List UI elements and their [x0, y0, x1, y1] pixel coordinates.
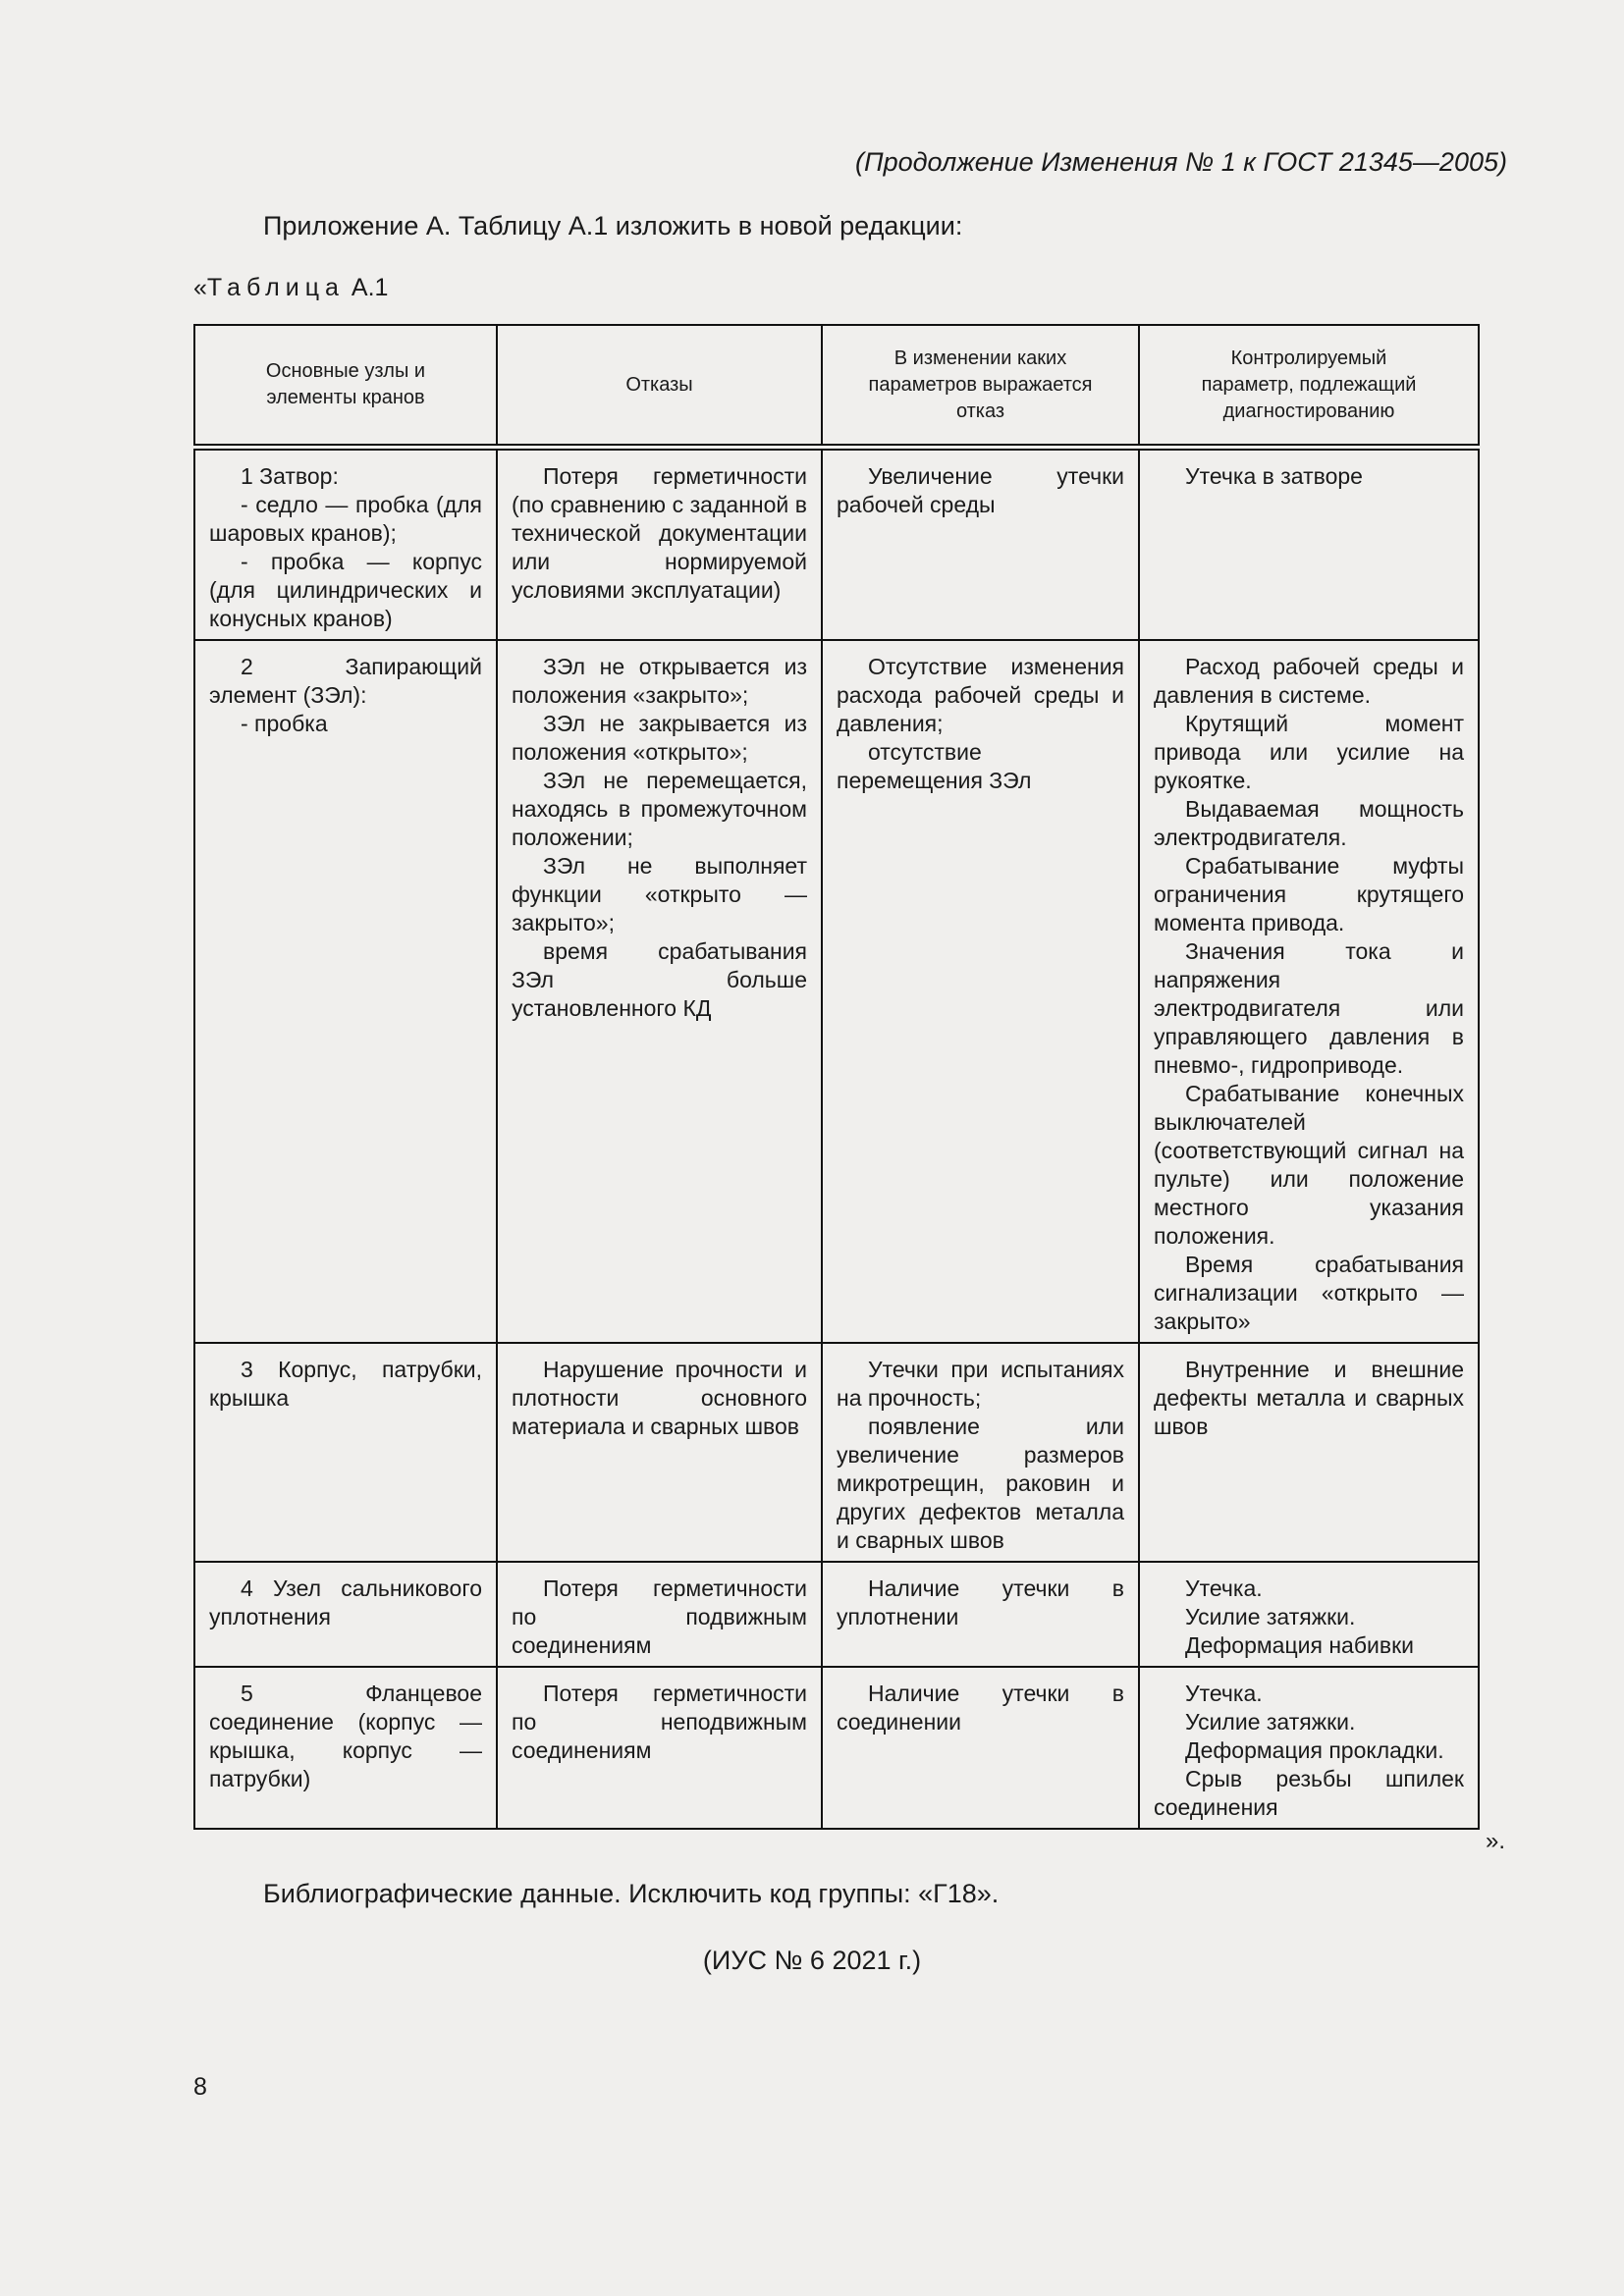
cell-paragraph: 4 Узел сальникового уплотнения — [209, 1575, 482, 1629]
cell-monitored — [1139, 448, 1479, 641]
cell-paragraph: 3 Корпус, патрубки, крышка — [209, 1357, 482, 1411]
cell-paragraph: Деформация прокладки. — [1185, 1737, 1444, 1763]
caption-number: А.1 — [351, 274, 389, 301]
header-cell-unit — [194, 325, 497, 448]
cell-unit — [194, 1562, 497, 1667]
cell-paragraph: Наличие утечки в соединении — [837, 1681, 1124, 1735]
cell-paragraph: Внутренние и внешние дефекты металла и сварных швов — [1154, 1357, 1464, 1439]
cell-paragraph: - пробка — корпус (для цилиндрических и конусных кранов) — [209, 549, 482, 631]
cell-parameters — [822, 1562, 1139, 1667]
cell-paragraph: Утечки при испытаниях на прочность; — [837, 1357, 1124, 1411]
table-row — [194, 1343, 1479, 1562]
header-cell-parameters — [822, 325, 1139, 448]
cell-paragraph: Утечка. — [1185, 1681, 1263, 1706]
cell-monitored — [1139, 1343, 1479, 1562]
cell-parameters — [822, 1667, 1139, 1829]
header-cell-failures — [497, 325, 822, 448]
cell-paragraph: Срабатывание муфты ограничения крутящего момента привода. — [1154, 853, 1464, 935]
table-row — [194, 1562, 1479, 1667]
cell-failures — [497, 448, 822, 641]
cell-paragraph: Утечка. — [1185, 1575, 1263, 1601]
closing-quote: ». — [1486, 1828, 1506, 1854]
cell-paragraph: Расход рабочей среды и давления в системе. — [1154, 654, 1464, 708]
cell-monitored — [1139, 1667, 1479, 1829]
diagnostic-table — [193, 324, 1480, 1830]
cell-paragraph: Потеря герметичности (по сравнению с заданной в технической документации или нормируемой условиями эксплуатации) — [512, 463, 807, 603]
cell-paragraph: время срабатывания ЗЭл больше установленного КД — [512, 938, 807, 1021]
cell-paragraph: Наличие утечки в уплотнении — [837, 1575, 1124, 1629]
cell-paragraph: 1 Затвор: — [241, 463, 339, 489]
header-text: Основные узлы и элементы кранов — [265, 360, 426, 408]
cell-paragraph: ЗЭл не открывается из положения «закрыто»; — [512, 654, 807, 708]
cell-paragraph: Отсутствие изменения расхода рабочей среды и давления; — [837, 654, 1124, 736]
cell-paragraph: Выдаваемая мощность электродвигателя. — [1154, 796, 1464, 850]
header-cell-monitored — [1139, 325, 1479, 448]
header-row — [194, 325, 1479, 448]
source-reference: (ИУС № 6 2021 г.) — [702, 1946, 922, 1975]
cell-paragraph: ЗЭл не перемещается, находясь в промежуточном положении; — [512, 768, 807, 850]
table-row — [194, 448, 1479, 641]
bibliography-note: Библиографические данные. Исключить код группы: «Г18». — [263, 1879, 1000, 1908]
cell-parameters — [822, 640, 1139, 1343]
cell-unit — [194, 448, 497, 641]
cell-paragraph: Утечка в затворе — [1185, 463, 1363, 489]
cell-paragraph: 5 Фланцевое соединение (корпус — крышка, корпус — патрубки) — [209, 1681, 482, 1791]
cell-paragraph: появление или увеличение размеров микротрещин, раковин и других дефектов металла и сварных швов — [837, 1414, 1124, 1553]
table-caption — [193, 274, 388, 302]
cell-paragraph: Крутящий момент привода или усилие на рукоятке. — [1154, 711, 1464, 793]
caption-word: Таблица — [206, 274, 345, 301]
header-text: В изменении каких параметров выражается отказ — [868, 347, 1093, 422]
cell-paragraph: отсутствие перемещения ЗЭл — [837, 739, 1032, 793]
cell-failures — [497, 1667, 822, 1829]
table-body — [194, 448, 1479, 1830]
cell-parameters — [822, 448, 1139, 641]
table-row — [194, 1667, 1479, 1829]
cell-paragraph: Нарушение прочности и плотности основного материала и сварных швов — [512, 1357, 807, 1439]
cell-paragraph: ЗЭл не выполняет функции «открыто — закрыто»; — [512, 853, 807, 935]
cell-paragraph: Срыв резьбы шпилек соединения — [1154, 1766, 1464, 1820]
amendment-intro: Приложение А. Таблицу А.1 изложить в новой редакции: — [263, 211, 963, 240]
cell-paragraph: - пробка — [241, 711, 328, 736]
cell-failures — [497, 1343, 822, 1562]
table-container — [193, 324, 1478, 1830]
caption-open-quote: « — [193, 274, 207, 301]
page-number: 8 — [193, 2073, 207, 2101]
cell-paragraph: ЗЭл не закрывается из положения «открыто»; — [512, 711, 807, 765]
cell-paragraph: Значения тока и напряжения электродвигателя или управляющего давления в пневмо-, гидроприводе. — [1154, 938, 1464, 1078]
cell-parameters — [822, 1343, 1139, 1562]
cell-paragraph: Срабатывание конечных выключателей (соответствующий сигнал на пульте) или положение местного указания положения. — [1154, 1081, 1464, 1249]
header-text: Контролируемый параметр, подлежащий диагностированию — [1201, 347, 1417, 422]
cell-paragraph: Потеря герметичности по неподвижным соединениям — [512, 1681, 807, 1763]
cell-monitored — [1139, 1562, 1479, 1667]
header-text: Отказы — [625, 373, 693, 396]
cell-paragraph: - седло — пробка (для шаровых кранов); — [209, 492, 482, 546]
cell-failures — [497, 1562, 822, 1667]
cell-unit — [194, 1343, 497, 1562]
table-header — [194, 325, 1479, 448]
cell-paragraph: Потеря герметичности по подвижным соединениям — [512, 1575, 807, 1658]
cell-paragraph: Усилие затяжки. — [1185, 1709, 1356, 1735]
cell-unit — [194, 1667, 497, 1829]
cell-unit — [194, 640, 497, 1343]
running-head: (Продолжение Изменения № 1 к ГОСТ 21345—2005) — [855, 147, 1507, 177]
cell-monitored — [1139, 640, 1479, 1343]
cell-failures — [497, 640, 822, 1343]
cell-paragraph: 2 Запирающий элемент (ЗЭл): — [209, 654, 482, 708]
cell-paragraph: Деформация набивки — [1185, 1632, 1414, 1658]
cell-paragraph: Время срабатывания сигнализации «открыто — закрыто» — [1154, 1252, 1464, 1334]
table-row — [194, 640, 1479, 1343]
cell-paragraph: Увеличение утечки рабочей среды — [837, 463, 1124, 517]
cell-paragraph: Усилие затяжки. — [1185, 1604, 1356, 1629]
